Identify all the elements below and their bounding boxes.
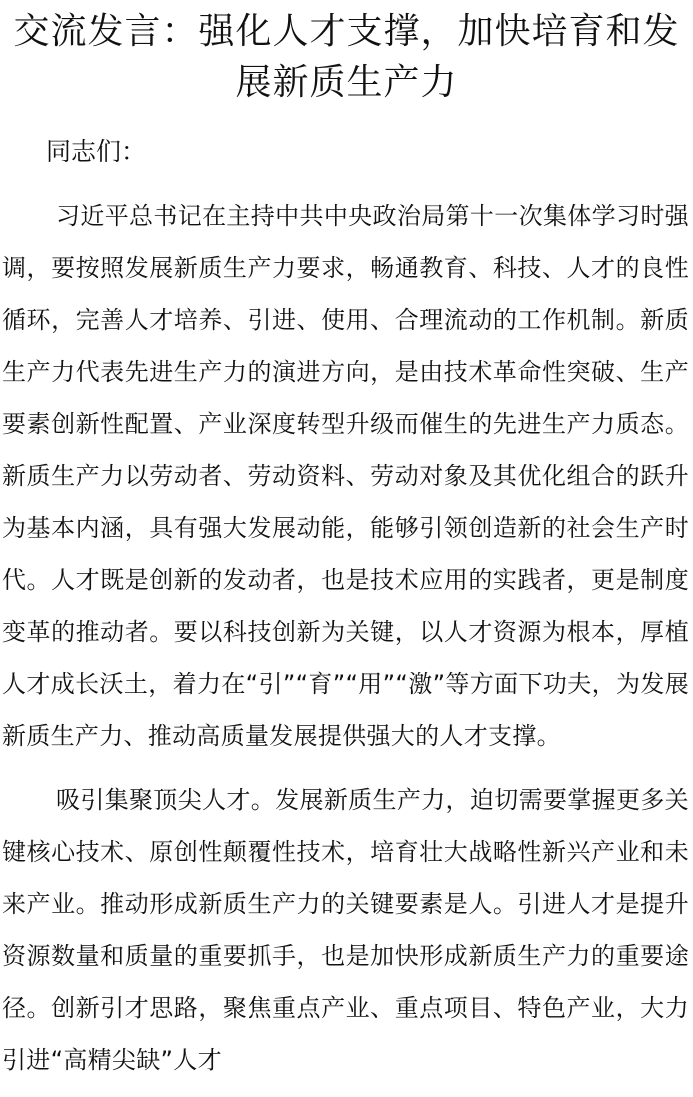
- paragraph-intro: 习近平总书记在主持中共中央政治局第十一次集体学习时强调，要按照发展新质生产力要求，畅通教育、科技、人才的良性循环，完善人才培养、引进、使用、合理流动的工作机制。新质生产力代表先进生产力的演进方向，是由技术革命性突破、生产要素创新性配置、产业深度转型升级而催生的先进生产力质态。新质生产力以劳动者、劳动资料、劳动对象及其优化组合的跃升为基本内涵，具有强大发展动能，能够引领创造新的社会生产时代。人才既是创新的发动者，也是技术应用的实践者，更是制度变革的推动者。要以科技创新为关键，以人才资源为根本，厚植人才成长沃土，着力在“引”“育”“用”“激”等方面下功夫，为发展新质生产力、推动高质量发展提供强大的人才支撑。: [2, 202, 689, 750]
- document-title: 交流发言：强化人才支撑，加快培育和发展新质生产力: [13, 11, 680, 103]
- paragraph-attract-talent: 吸引集聚顶尖人才。发展新质生产力，迫切需要掌握更多关键核心技术、原创性颠覆性技术，培育壮大战略性新兴产业和未来产业。推动形成新质生产力的关键要素是人。引进人才是提升资源数量和质量的重要抓手，也是加快形成新质生产力的重要途径。创新引才思路，聚焦重点产业、重点项目、特色产业，大力引进“高精尖缺”人才: [2, 786, 689, 1074]
- salutation: 同志们：: [46, 137, 147, 166]
